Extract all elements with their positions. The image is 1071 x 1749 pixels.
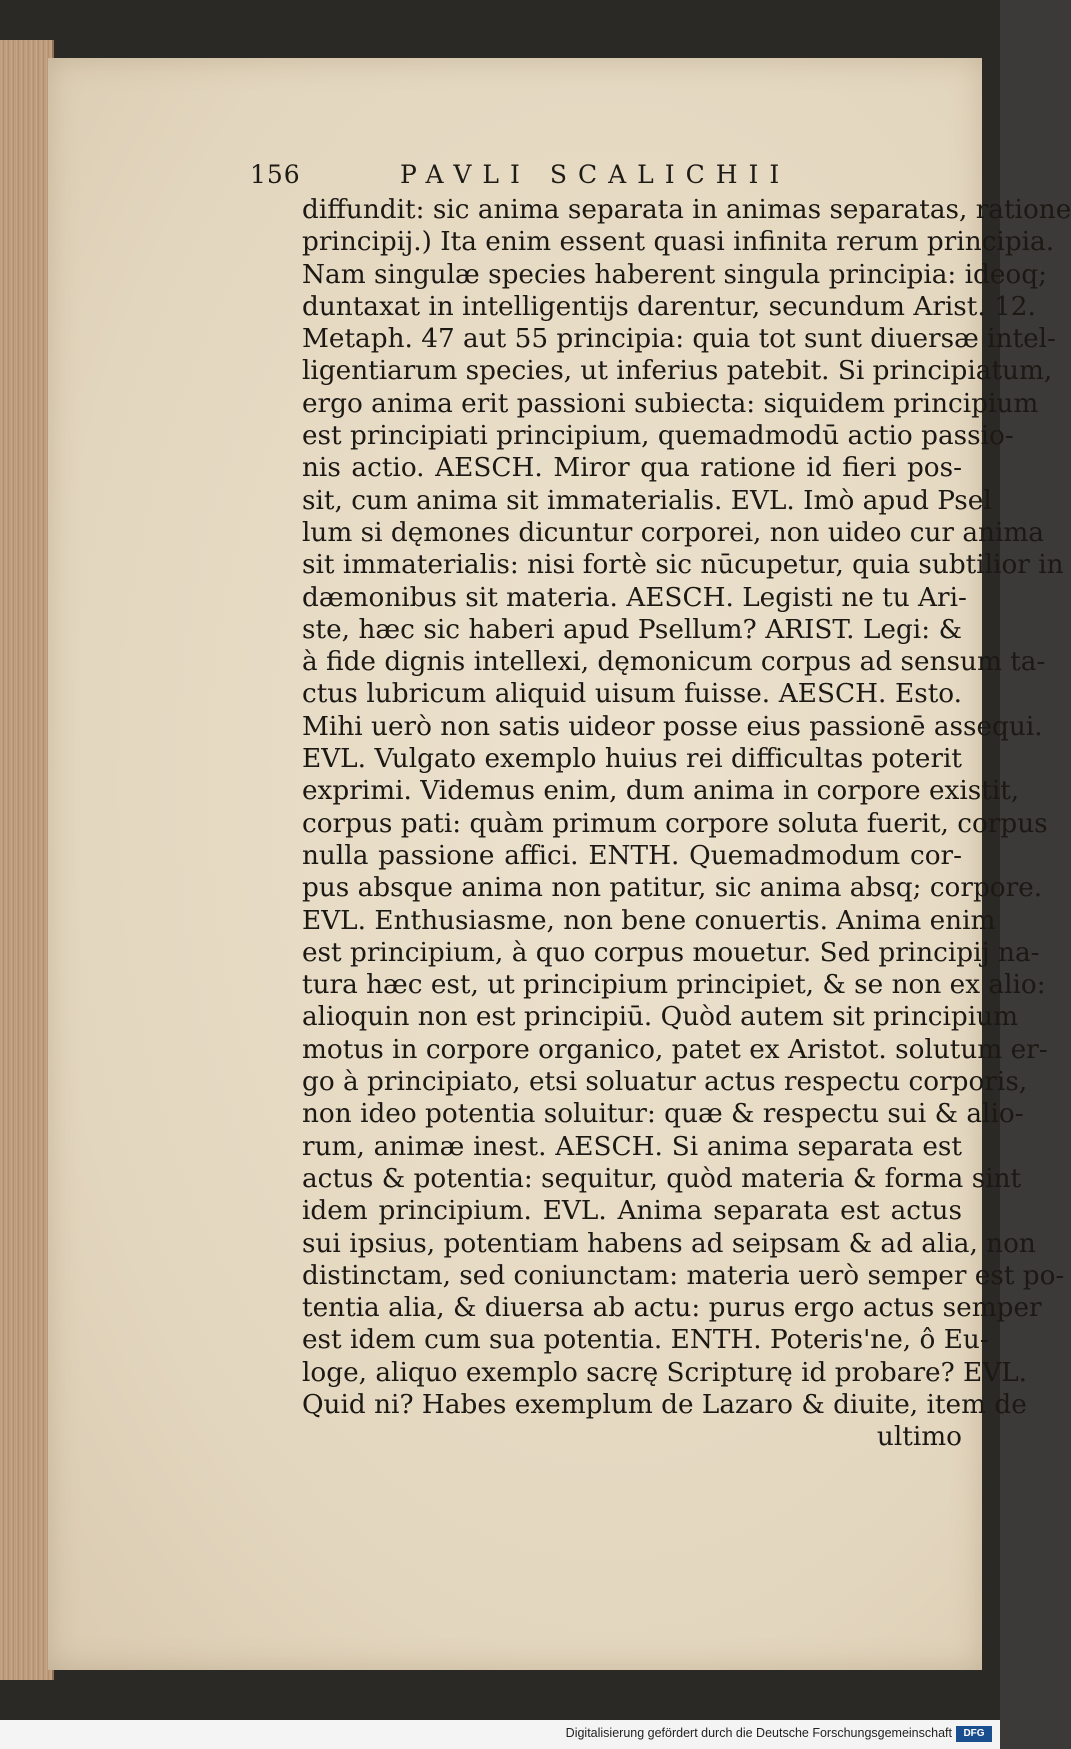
text-line: nulla passione affici. ENTH. Quemadmodum cor-	[302, 840, 962, 871]
text-line: duntaxat in intelligentijs darentur, secundum Arist. 12.	[302, 291, 1036, 322]
dfg-logo-icon: DFG	[956, 1726, 992, 1742]
page-number: 156	[250, 160, 301, 189]
footer-credit: Digitalisierung gefördert durch die Deutsche Forschungsgemeinschaft	[565, 1726, 952, 1740]
footer-bar	[0, 1720, 1000, 1749]
text-line: exprimi. Videmus enim, dum anima in corpore existit,	[302, 776, 1020, 807]
text-line: ste, hæc sic haberi apud Psellum? ARIST. Legi: &	[302, 614, 962, 645]
text-line: alioquin non est principiū. Quòd autem sit principium	[302, 1002, 1019, 1033]
text-line: ergo anima erit passioni subiecta: siquidem principium	[302, 388, 1039, 419]
text-line: Nam singulæ species haberent singula principia: ideoq;	[302, 259, 1047, 290]
text-line: est principiati principium, quemadmodū actio passio-	[302, 421, 1014, 452]
text-line: tura hæc est, ut principium principiet, & se non ex alio:	[302, 970, 1046, 1001]
text-line: diffundit: sic anima separata in animas separatas, ratione	[302, 195, 1071, 225]
text-line: lum si dęmones dicuntur corporei, non uideo cur anima	[302, 517, 1044, 548]
text-line: distinctam, sed coniunctam: materia uerò semper est po-	[302, 1260, 1065, 1291]
text-line: EVL. Vulgato exemplo huius rei difficultas poterit	[302, 744, 962, 775]
text-line: sit, cum anima sit immaterialis. EVL. Imò apud Psel	[302, 485, 992, 516]
text-line: est principium, à quo corpus mouetur. Sed principij na-	[302, 937, 1040, 968]
body-text	[302, 194, 1071, 1454]
text-line: est idem cum sua potentia. ENTH. Poteris'ne, ô Eu-	[302, 1325, 989, 1356]
text-line: non ideo potentia soluitur: quæ & respectu sui & alio-	[302, 1099, 1024, 1130]
text-line: Quid ni? Habes exemplum de Lazaro & diuite, item de	[302, 1389, 1027, 1420]
text-line: dæmonibus sit materia. AESCH. Legisti ne tu Ari-	[302, 582, 967, 613]
text-line: pus absque anima non patitur, sic anima absq; corpore.	[302, 873, 1043, 904]
text-line: tentia alia, & diuersa ab actu: purus ergo actus semper	[302, 1293, 1042, 1324]
text-line: nis actio. AESCH. Miror qua ratione id fieri pos-	[302, 453, 962, 484]
text-line: principij.) Ita enim essent quasi infinita rerum principia.	[302, 227, 1055, 258]
text-line: ligentiarum species, ut inferius patebit. Si principiatum,	[302, 356, 1053, 387]
text-line: EVL. Enthusiasme, non bene conuertis. Anima enim	[302, 905, 996, 936]
page-edges	[0, 40, 54, 1680]
text-line: idem principium. EVL. Anima separata est actus	[302, 1196, 962, 1227]
text-line: à fide dignis intellexi, dęmonicum corpus ad sensum ta-	[302, 647, 1046, 678]
text-line: ultimo	[876, 1422, 962, 1453]
text-line: rum, animæ inest. AESCH. Si anima separata est	[302, 1131, 962, 1162]
text-line: motus in corpore organico, patet ex Aristot. solutum er-	[302, 1034, 1048, 1065]
text-line: ctus lubricum aliquid uisum fuisse. AESCH. Esto.	[302, 679, 962, 710]
running-head: PAVLI SCALICHII	[400, 160, 791, 189]
text-line: go à principiato, etsi soluatur actus respectu corporis,	[302, 1067, 1028, 1098]
text-line: corpus pati: quàm primum corpore soluta fuerit, corpus	[302, 808, 1048, 839]
text-line: Metaph. 47 aut 55 principia: quia tot sunt diuersæ intel-	[302, 324, 1056, 355]
text-line: actus & potentia: sequitur, quòd materia & forma sint	[302, 1163, 1022, 1194]
text-line: sui ipsius, potentiam habens ad seipsam & ad alia, non	[302, 1228, 1036, 1259]
text-line: Mihi uerò non satis uideor posse eius passionē assequi.	[302, 711, 1043, 742]
text-line: sit immaterialis: nisi fortè sic nūcupetur, quia subtilior in	[302, 550, 1064, 581]
text-line: loge, aliquo exemplo sacrę Scripturę id probare? EVL.	[302, 1357, 1028, 1388]
